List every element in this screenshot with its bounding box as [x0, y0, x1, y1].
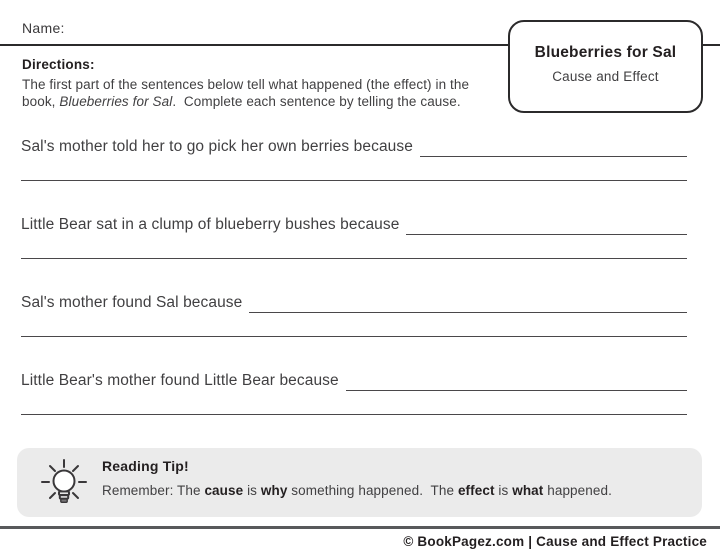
tip-text-segment: something happened. The	[287, 483, 458, 498]
tip-text-segment-bold: what	[512, 483, 544, 498]
answer-blank[interactable]	[420, 137, 687, 157]
reading-tip-text	[102, 483, 612, 498]
sentence-prompt: Little Bear's mother found Little Bear because	[21, 372, 339, 389]
answer-line[interactable]	[21, 235, 687, 259]
tip-text-segment: Remember: The	[102, 483, 205, 498]
worksheet-subtitle: Cause and Effect	[552, 69, 659, 84]
answer-line[interactable]	[21, 391, 687, 415]
directions-text	[22, 77, 500, 110]
reading-tip-content	[102, 458, 612, 498]
tip-text-segment-bold: effect	[457, 483, 495, 498]
answer-blank[interactable]	[249, 293, 687, 313]
directions-text-part: The first part of the sentences below tell what happened (the effect) in the book,	[22, 77, 473, 109]
sentence-item-3	[21, 293, 687, 337]
directions-text-part: . Complete each sentence by telling the cause.	[172, 93, 461, 109]
footer-credit: © BookPagez.com | Cause and Effect Practice	[403, 534, 707, 549]
directions-heading: Directions:	[22, 57, 95, 72]
answer-line[interactable]	[21, 157, 687, 181]
name-label: Name:	[22, 20, 65, 36]
footer-rule	[0, 526, 720, 529]
tip-text-segment: is	[494, 483, 513, 498]
sentence-item-1	[21, 137, 687, 181]
reading-tip-heading: Reading Tip!	[102, 458, 189, 474]
reading-tip-box	[17, 448, 702, 517]
sentence-prompt: Sal's mother told her to go pick her own berries because	[21, 138, 413, 155]
answer-blank[interactable]	[346, 371, 687, 391]
directions-section	[22, 57, 500, 110]
sentence-row	[21, 137, 687, 157]
directions-book-title-italic: Blueberries for Sal	[59, 93, 173, 109]
sentence-row	[21, 215, 687, 235]
sentence-item-2	[21, 215, 687, 259]
tip-text-segment: is	[243, 483, 261, 498]
lightbulb-icon	[40, 458, 88, 514]
tip-text-segment-bold: cause	[204, 483, 244, 498]
book-title: Blueberries for Sal	[534, 44, 677, 61]
sentence-row	[21, 293, 687, 313]
sentence-prompt: Little Bear sat in a clump of blueberry bushes because	[21, 216, 400, 233]
answer-blank[interactable]	[406, 215, 687, 235]
title-box	[508, 20, 703, 113]
tip-text-segment-bold: why	[260, 483, 288, 498]
sentence-item-4	[21, 371, 687, 415]
answer-line[interactable]	[21, 313, 687, 337]
sentence-prompt: Sal's mother found Sal because	[21, 294, 243, 311]
tip-text-segment: happened.	[543, 483, 612, 498]
sentence-row	[21, 371, 687, 391]
